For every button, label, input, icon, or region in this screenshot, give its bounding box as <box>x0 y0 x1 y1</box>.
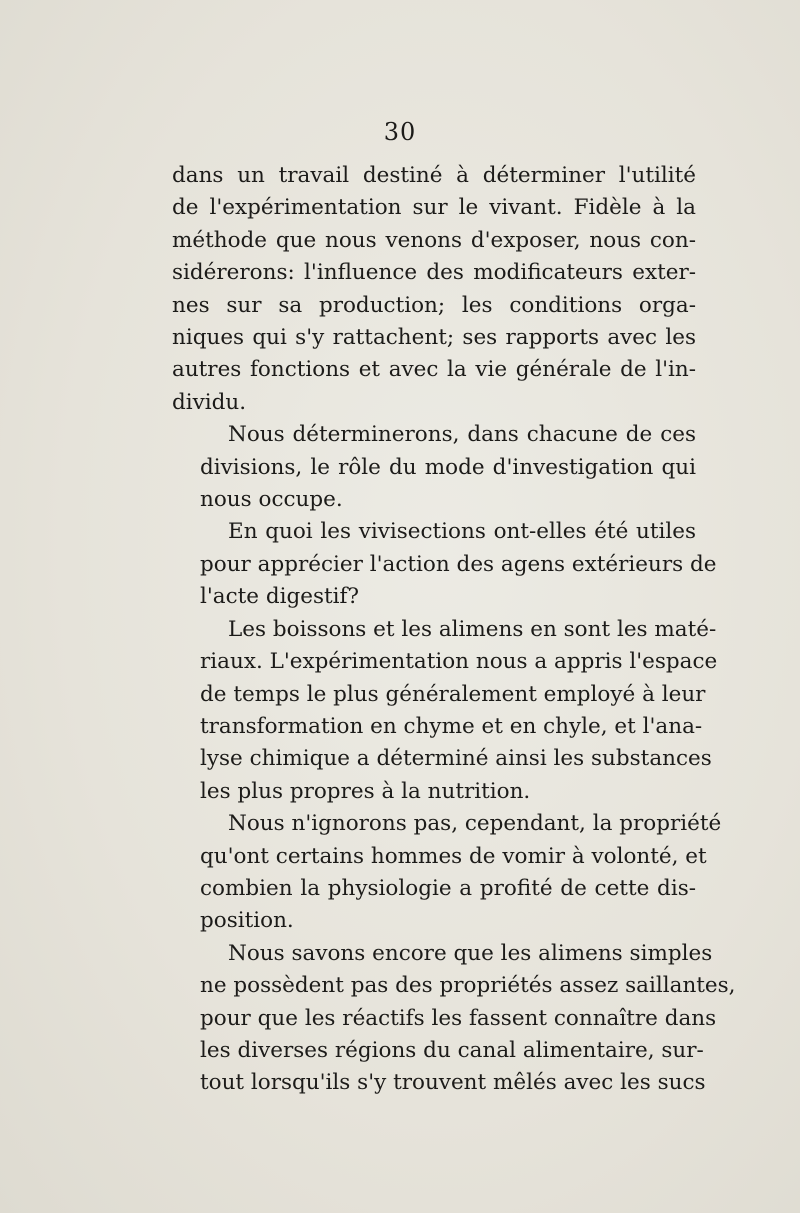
text-line: les plus propres à la nutrition. <box>200 778 531 804</box>
text-line: pour apprécier l'action des agens extérieurs de <box>200 551 717 577</box>
text-line: l'acte digestif? <box>200 584 360 610</box>
text-line: Nous déterminerons, dans chacune de ces <box>228 422 696 448</box>
paragraph <box>172 516 717 613</box>
text-line: Les boissons et les alimens en sont les maté- <box>228 616 717 642</box>
text-line: transformation en chyme et en chyle, et l'ana- <box>200 713 703 739</box>
text-line: Nous n'ignorons pas, cependant, la propriété <box>228 811 722 837</box>
text-line: riaux. L'expérimentation nous a appris l'espace <box>200 649 718 675</box>
text-line: dans un travail destiné à déterminer l'utilité <box>172 163 696 188</box>
text-line: En quoi les vivisections ont-elles été utiles <box>228 519 696 545</box>
paragraph <box>172 808 722 938</box>
text-line: ne possèdent pas des propriétés assez saillantes, <box>200 973 736 999</box>
text-line: les diverses régions du canal alimentaire, sur- <box>200 1037 704 1063</box>
text-line: position. <box>200 908 294 934</box>
text-line: lyse chimique a déterminé ainsi les substances <box>200 746 712 772</box>
text-line: Nous savons encore que les alimens simples <box>228 940 713 966</box>
text-line: qu'ont certains hommes de vomir à volonté, et <box>200 843 707 869</box>
text-line: pour que les réactifs les fassent connaître dans <box>200 1005 717 1031</box>
text-line: dividu. <box>172 389 247 415</box>
body-text <box>172 160 736 1100</box>
text-line: de l'expérimentation sur le vivant. Fidèle à la <box>172 195 696 221</box>
text-line: niques qui s'y rattachent; ses rapports avec les <box>172 325 696 351</box>
text-line: méthode que nous venons d'exposer, nous con- <box>172 227 696 253</box>
text-line: tout lorsqu'ils s'y trouvent mêlés avec les sucs <box>200 1070 706 1096</box>
text-line: sidérerons: l'influence des modificateurs exter- <box>172 260 696 286</box>
text-line: nes sur sa production; les conditions orga- <box>172 292 696 318</box>
paragraph <box>172 419 696 516</box>
text-line: autres fonctions et avec la vie générale de l'in- <box>172 357 696 383</box>
text-line: de temps le plus généralement employé à leur <box>200 681 706 707</box>
text-line: combien la physiologie a profité de cette dis- <box>200 875 696 901</box>
text-line: divisions, le rôle du mode d'investigation qui <box>200 454 696 480</box>
page-number: 30 <box>383 118 417 146</box>
paragraph <box>172 614 718 808</box>
paragraph <box>172 938 736 1100</box>
text-line: nous occupe. <box>200 487 343 513</box>
paragraph <box>172 160 696 419</box>
